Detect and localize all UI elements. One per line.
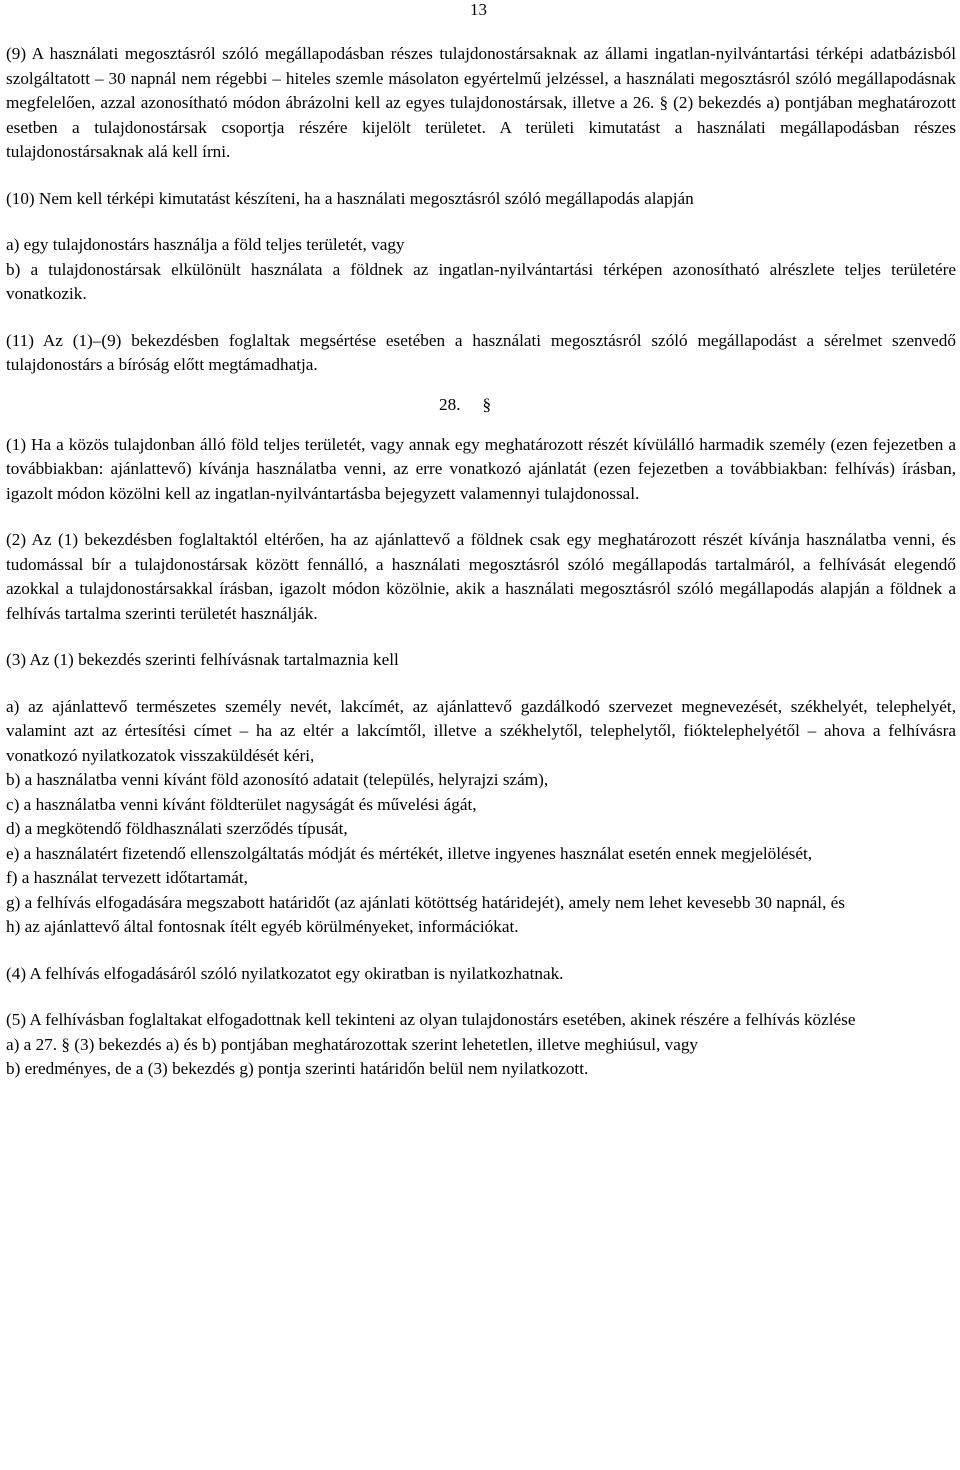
- list-item: b) a tulajdonostársak elkülönült használata a földnek az ingatlan-nyilvántartási térképen azonosítható alrészlete teljes területére vonatkozik.: [6, 259, 956, 303]
- paragraph-28-2: (2) Az (1) bekezdésben foglaltaktól eltérően, ha az ajánlattevő a földnek csak egy meghatározott részét kívánja használatba venni, és tudomással bír a tulajdonostársak között fennálló, a használati megosztásról szóló megállapodás tartalmáról, a felhívását elegendő azokkal a tulajdonostársakkal írásban, igazolt módon közölnie, akik a használati megosztásról szóló megállapodás alapján a földnek a felhívás tartalma szerinti területét használják.: [6, 530, 956, 623]
- list-item: c) a használatba venni kívánt földterület nagyságát és művelési ágát,: [6, 794, 477, 814]
- list-item: f) a használat tervezett időtartamát,: [6, 868, 248, 887]
- paragraph-28-3: (3) Az (1) bekezdés szerinti felhívásnak tartalmaznia kell: [6, 650, 399, 669]
- section-symbol: §: [482, 394, 492, 414]
- paragraph-28-1: (1) Ha a közös tulajdonban álló föld teljes területét, vagy annak egy meghatározott részét kívülálló harmadik személy (ezen fejezetben a továbbiakban: ajánlattevő) kívánja használatba venni, az erre vonatkozó ajánlatát (ezen fejezetben a továbbiakban: felhívás) írásban, igazolt módon közölni kell az ingatlan-nyilvántartásba bejegyzett valamennyi tulajdonossal.: [6, 434, 956, 503]
- list-item: a) a 27. § (3) bekezdés a) és b) pontjában meghatározottak szerint lehetetlen, illetve meghiúsul, vagy: [6, 1034, 699, 1054]
- paragraph-11: (11) Az (1)–(9) bekezdésben foglaltak megsértése esetében a használati megosztásról szóló megállapodást a sérelmet szenvedő tulajdonostárs a bíróság előtt megtámadhatja.: [6, 330, 956, 374]
- list-item: a) az ajánlattevő természetes személy nevét, lakcímét, az ajánlattevő gazdálkodó szervezet megnevezését, székhelyét, telephelyét, valamint azt az értesítési címet – ha az eltér a lakcímtől, illetve a székhelytől, telephelytől, fióktelephelyétől – ahova a felhívásra vonatkozó nyilatkozatok visszaküldését kéri,: [6, 696, 956, 765]
- document-body: [6, 42, 956, 1082]
- section-heading: [6, 393, 956, 417]
- list-item: d) a megkötendő földhasználati szerződés típusát,: [6, 819, 348, 838]
- paragraph-28-4: (4) A felhívás elfogadásáról szóló nyilatkozatot egy okiratban is nyilatkozhatnak.: [6, 963, 564, 983]
- page-number: 13: [470, 0, 487, 19]
- list-paragraph-5: [6, 1033, 956, 1082]
- list-item: h) az ajánlattevő által fontosnak ítélt egyéb körülményeket, információkat.: [6, 917, 519, 936]
- paragraph-10: (10) Nem kell térképi kimutatást készíteni, ha a használati megosztásról szóló megállapodás alapján: [6, 188, 694, 208]
- paragraph-9: (9) A használati megosztásról szóló megállapodásban részes tulajdonostársaknak az állami ingatlan-nyilvántartási térképi adatbázisból szolgáltatott – 30 napnál nem régebbi – hiteles szemle másolaton egyértelmű jelzéssel, a használati megosztásról szóló megállapodásnak megfelelően, azzal azonosítható módon ábrázolni kell az egyes tulajdonostársak, illetve a 26. § (2) bekezdés a) pontjában meghatározott esetben a tulajdonostársak csoportja részére kijelölt területet. A területi kimutatást a használati megállapodásban részes tulajdonostársaknak alá kell írni.: [6, 44, 956, 161]
- list-item: g) a felhívás elfogadására megszabott határidőt (az ajánlati kötöttség határidejét), amely nem lehet kevesebb 30 napnál, és: [6, 892, 845, 912]
- list-paragraph-3: [6, 695, 956, 940]
- list-item: b) a használatba venni kívánt föld azonosító adatait (település, helyrajzi szám),: [6, 770, 549, 789]
- section-number: 28.: [439, 394, 461, 414]
- paragraph-28-5: (5) A felhívásban foglaltakat elfogadottnak kell tekinteni az olyan tulajdonostárs esetében, akinek részére a felhívás közlése: [6, 1010, 856, 1029]
- list-item: a) egy tulajdonostárs használja a föld teljes területét, vagy: [6, 235, 405, 254]
- list-paragraph-10: [6, 233, 956, 307]
- list-item: e) a használatért fizetendő ellenszolgáltatás módját és mértékét, illetve ingyenes használat esetén ennek megjelölését,: [6, 843, 813, 863]
- list-item: b) eredményes, de a (3) bekezdés g) pontja szerinti határidőn belül nem nyilatkozott.: [6, 1059, 589, 1078]
